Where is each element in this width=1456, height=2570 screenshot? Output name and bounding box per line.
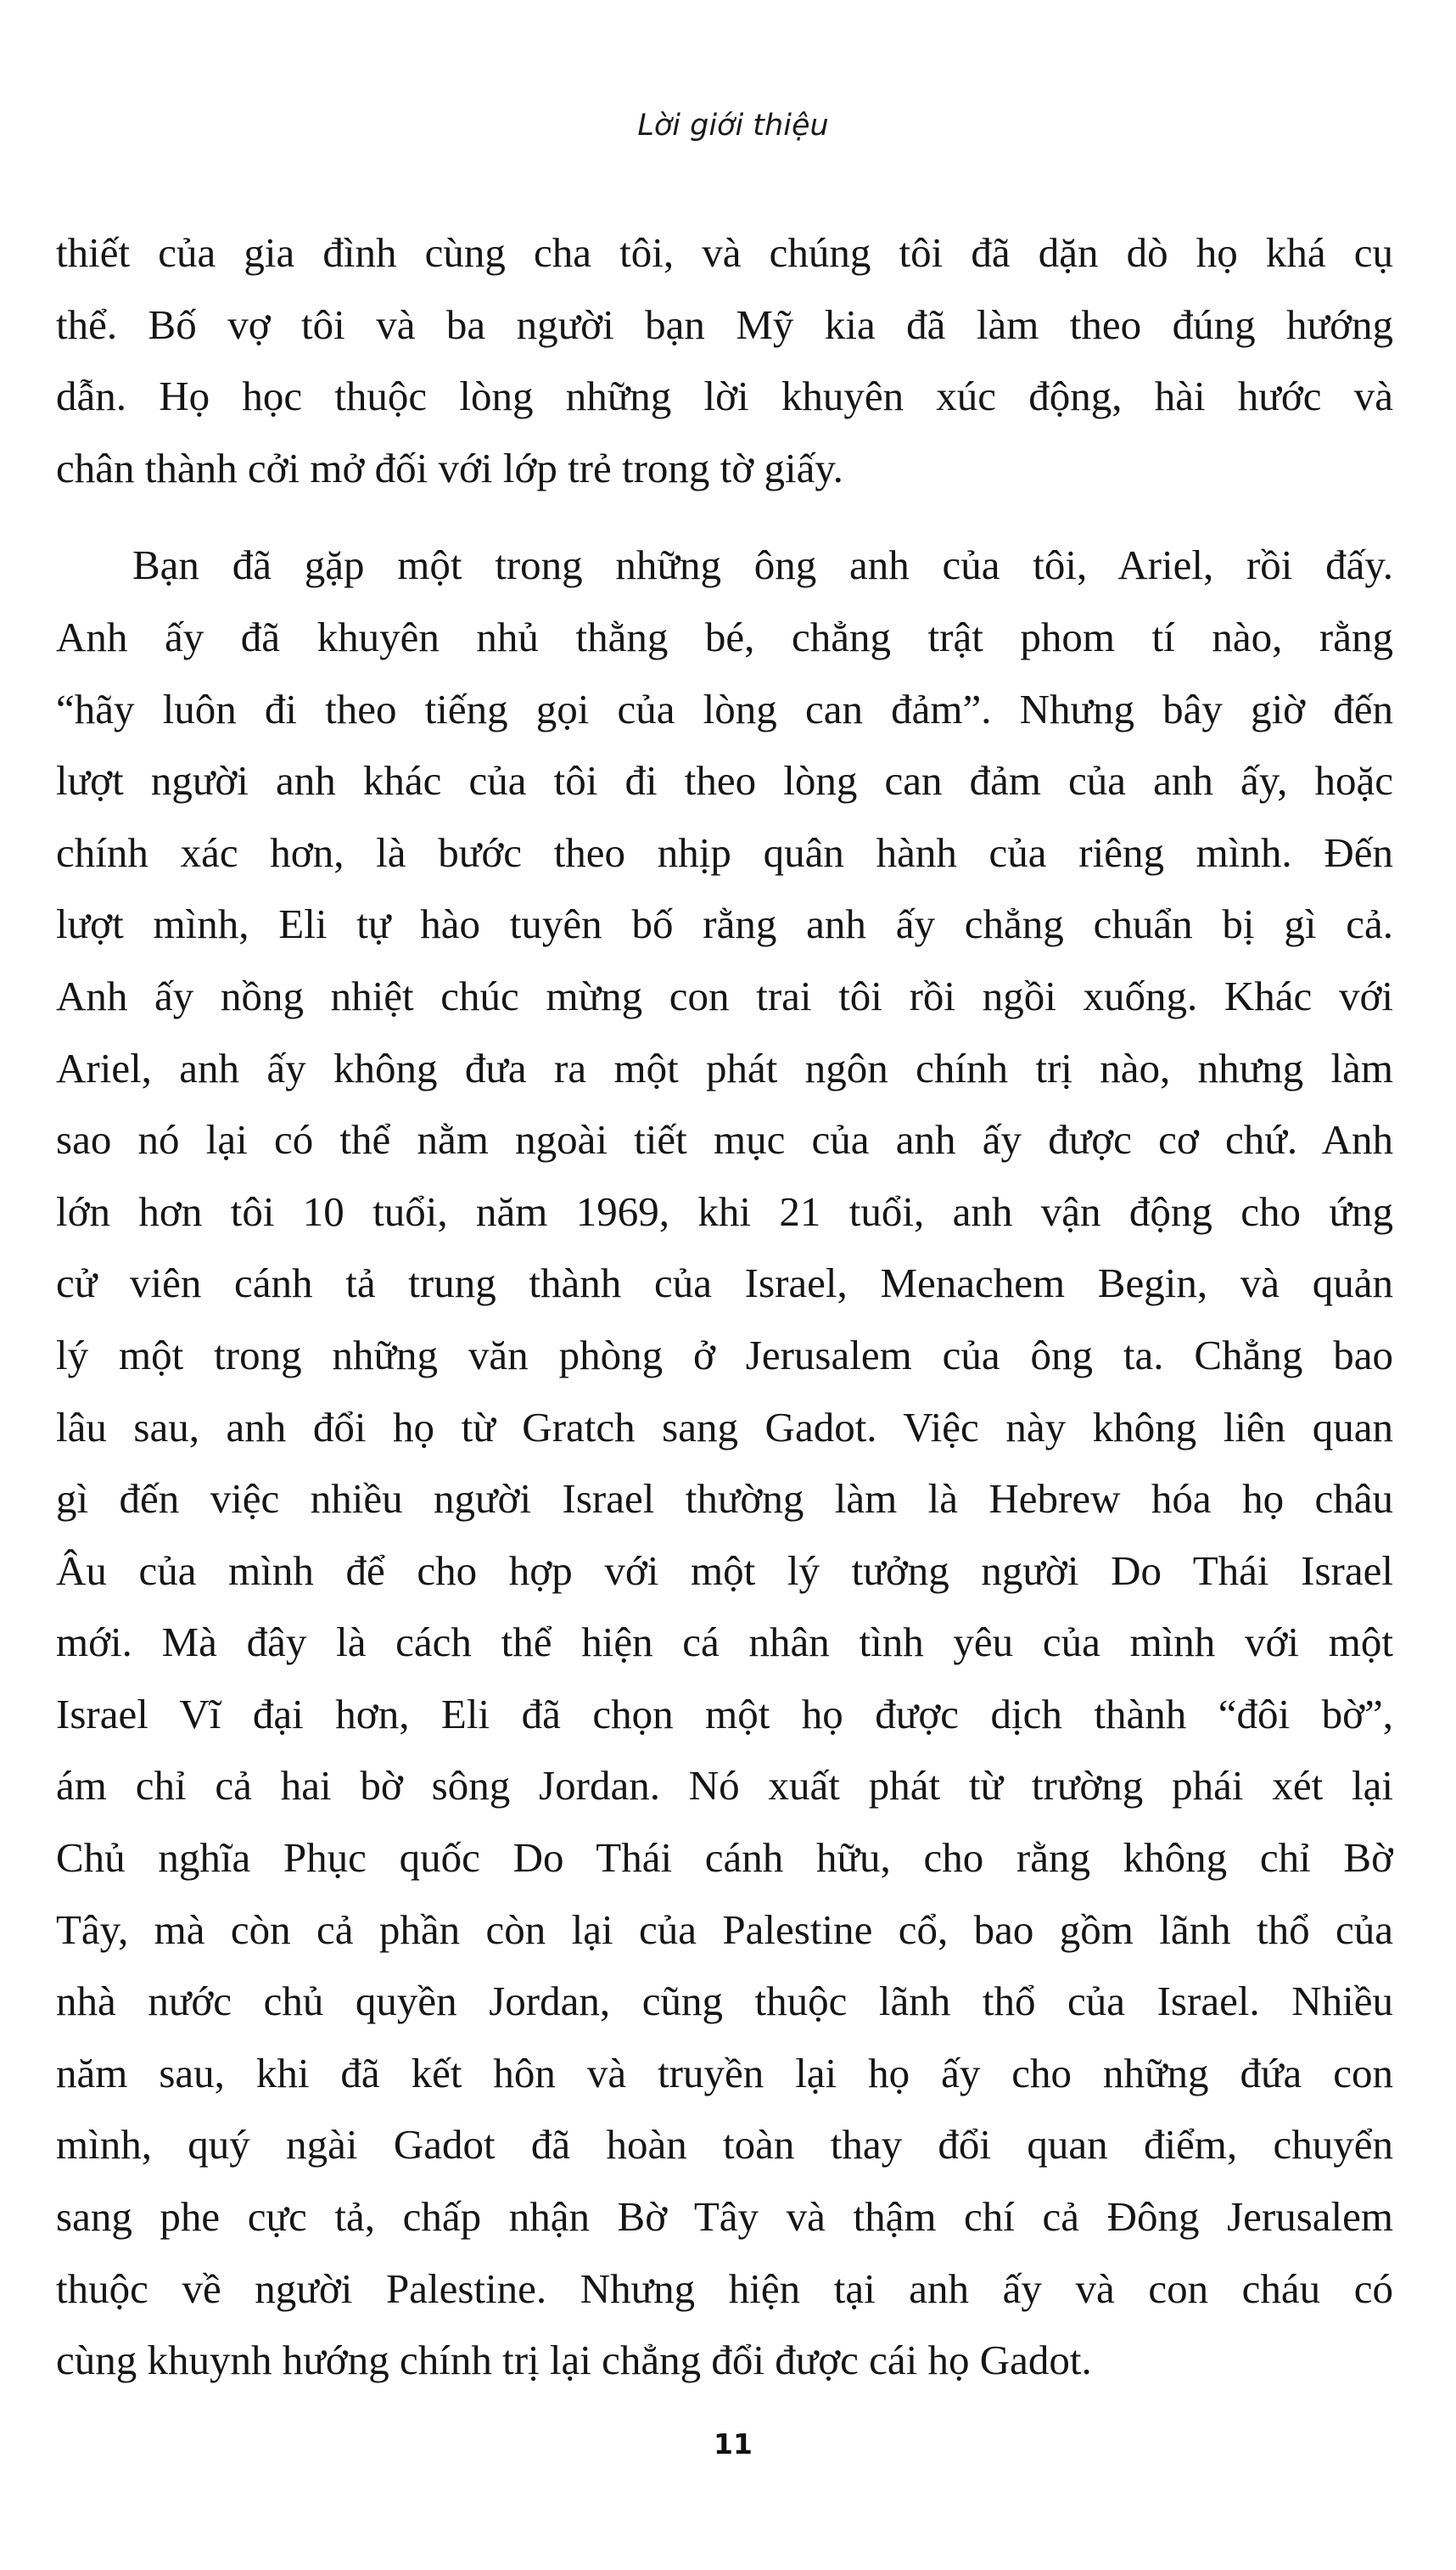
- text-line: mình, quý ngài Gadot đã hoàn toàn thay đổi quan điểm, chuyển: [56, 2121, 1393, 2169]
- text-line: ám chỉ cả hai bờ sông Jordan. Nó xuất phát từ trường phái xét lại: [56, 1762, 1393, 1810]
- text-line: lượt mình, Eli tự hào tuyên bố rằng anh ấy chẳng chuẩn bị gì cả.: [56, 901, 1393, 948]
- text-line: Tây, mà còn cả phần còn lại của Palestine cổ, bao gồm lãnh thổ của: [56, 1905, 1393, 1953]
- text-line: Ariel, anh ấy không đưa ra một phát ngôn chính trị nào, nhưng làm: [56, 1044, 1393, 1091]
- text-line: Anh ấy nồng nhiệt chúc mừng con trai tôi rồi ngồi xuống. Khác với: [56, 972, 1393, 1019]
- text-line: lý một trong những văn phòng ở Jerusalem của ông ta. Chẳng bao: [56, 1331, 1393, 1378]
- running-header: Lời giới thiệu: [637, 109, 829, 143]
- text-line: Bạn đã gặp một trong những ông anh của tôi, Ariel, rồi đấy.: [132, 541, 1393, 589]
- text-line: mới. Mà đây là cách thể hiện cá nhân tình yêu của mình với một: [56, 1619, 1393, 1666]
- text-line: thuộc về người Palestine. Nhưng hiện tại anh ấy và con cháu có: [56, 2264, 1393, 2312]
- text-line: cử viên cánh tả trung thành của Israel, Menachem Begin, và quản: [56, 1260, 1393, 1307]
- text-line: Anh ấy đã khuyên nhủ thằng bé, chẳng trật phom tí nào, rằng: [56, 613, 1393, 660]
- text-line: lớn hơn tôi 10 tuổi, năm 1969, khi 21 tuổi, anh vận động cho ứng: [56, 1187, 1393, 1235]
- text-line: chính xác hơn, là bước theo nhịp quân hành của riêng mình. Đến: [56, 828, 1393, 876]
- text-line: lượt người anh khác của tôi đi theo lòng can đảm của anh ấy, hoặc: [56, 757, 1393, 805]
- body-text: [56, 217, 1393, 2397]
- text-line: Israel Vĩ đại hơn, Eli đã chọn một họ được dịch thành “đôi bờ”,: [56, 1690, 1393, 1737]
- paragraph-1: [56, 217, 1393, 504]
- text-line: sao nó lại có thể nằm ngoài tiết mục của anh ấy được cơ chứ. Anh: [56, 1116, 1393, 1164]
- text-line: cùng khuynh hướng chính trị lại chẳng đổi được cái họ Gadot.: [56, 2337, 1092, 2384]
- text-line: năm sau, khi đã kết hôn và truyền lại họ ấy cho những đứa con: [56, 2049, 1393, 2096]
- text-line: chân thành cởi mở đối với lớp trẻ trong tờ giấy.: [56, 444, 843, 491]
- text-line: gì đến việc nhiều người Israel thường làm là Hebrew hóa họ châu: [56, 1475, 1393, 1523]
- paragraph-2: [56, 530, 1393, 2396]
- text-line: dẫn. Họ học thuộc lòng những lời khuyên xúc động, hài hước và: [56, 373, 1393, 420]
- text-line: nhà nước chủ quyền Jordan, cũng thuộc lãnh thổ của Israel. Nhiều: [56, 1978, 1393, 2025]
- text-line: thiết của gia đình cùng cha tôi, và chúng tôi đã dặn dò họ khá cụ: [56, 229, 1393, 276]
- text-line: Âu của mình để cho hợp với một lý tưởng người Do Thái Israel: [56, 1546, 1393, 1594]
- text-line: thể. Bố vợ tôi và ba người bạn Mỹ kia đã làm theo đúng hướng: [56, 300, 1393, 348]
- text-line: “hãy luôn đi theo tiếng gọi của lòng can đảm”. Nhưng bây giờ đến: [56, 685, 1393, 732]
- text-line: lâu sau, anh đổi họ từ Gratch sang Gadot. Việc này không liên quan: [56, 1403, 1393, 1451]
- text-line: sang phe cực tả, chấp nhận Bờ Tây và thậm chí cả Đông Jerusalem: [56, 2193, 1393, 2241]
- text-line: Chủ nghĩa Phục quốc Do Thái cánh hữu, cho rằng không chỉ Bờ: [56, 1834, 1393, 1882]
- page-number: 11: [714, 2427, 753, 2461]
